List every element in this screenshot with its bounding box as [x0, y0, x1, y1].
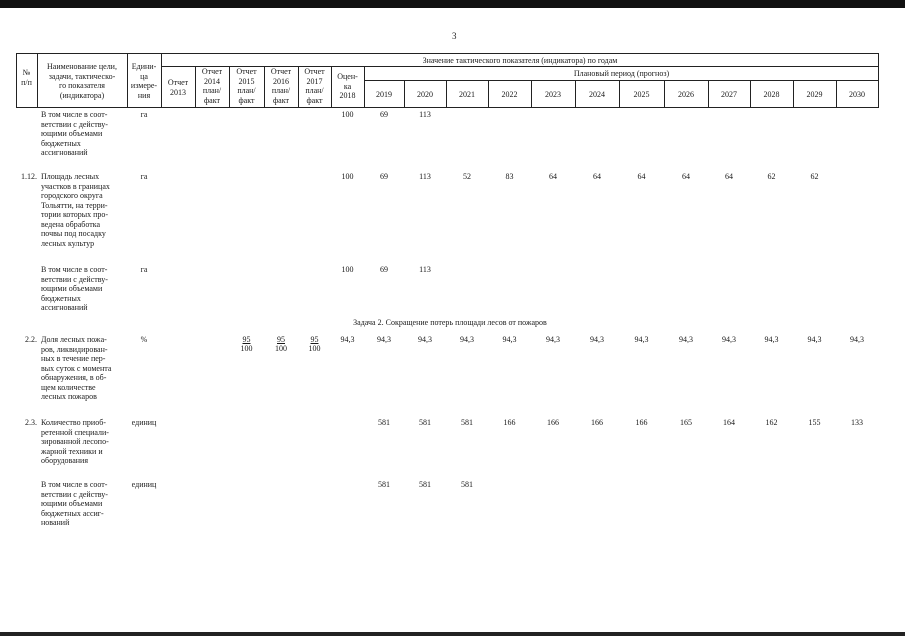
row-plan-value: 95 [310, 335, 319, 344]
row-number: 2.2. [25, 335, 37, 344]
row-fact-value: 100 [275, 344, 287, 353]
header-otchet-2015: Отчет 2015 план/ факт [236, 67, 257, 105]
header-otchet-2013: Отчет 2013 [167, 78, 189, 97]
row-plan-value: 95 [242, 335, 251, 344]
header-year-2024: 2024 [589, 90, 605, 99]
scan-bottom-edge [0, 632, 905, 636]
header-unit: Едини- ца измере- ния [130, 62, 158, 100]
row-unit: % [140, 335, 148, 344]
row-year-value: 64 [549, 172, 557, 181]
row-unit: га [140, 265, 148, 274]
row-year-value: 64 [593, 172, 601, 181]
row-year-value: 581 [378, 480, 390, 489]
row-year-value: 94,3 [418, 335, 432, 344]
row-year-value: 94,3 [764, 335, 779, 344]
header-year-2026: 2026 [678, 90, 694, 99]
header-year-2021: 2021 [459, 90, 475, 99]
header-year-2030: 2030 [849, 90, 865, 99]
row-name: Количество приоб- ретенной специали- зированной лесопо- жарной техники и оборудования [41, 418, 109, 465]
row-number: 1.12. [21, 172, 37, 181]
header-otchet-2014: Отчет 2014 план/ факт [201, 67, 223, 105]
row-year-value: 162 [765, 418, 778, 427]
row-year-value: 62 [810, 172, 819, 181]
header-year-2029: 2029 [806, 90, 823, 99]
row-year-value: 113 [419, 110, 431, 119]
row-fact-value: 100 [308, 344, 321, 353]
row-estimate-2018: 100 [341, 110, 354, 119]
row-year-value: 94,3 [502, 335, 517, 344]
row-year-value: 83 [505, 172, 514, 181]
row-year-value: 94,3 [679, 335, 693, 344]
row-year-value: 581 [378, 418, 390, 427]
row-name: В том числе в соот- ветствии с действу- ющими объемами бюджетных ассиг- нований [41, 480, 108, 527]
header-group-title: Значение тактического показателя (индикатора) по годам [422, 56, 618, 65]
row-year-value: 64 [637, 172, 646, 181]
row-year-value: 64 [682, 172, 690, 181]
row-estimate-2018: 94,3 [340, 335, 355, 344]
row-year-value: 581 [419, 418, 431, 427]
row-fact-value: 100 [240, 344, 253, 353]
row-year-value: 69 [380, 172, 388, 181]
header-top-border [16, 53, 879, 54]
row-year-value: 94,3 [722, 335, 736, 344]
row-name: В том числе в соот- ветствии с действу- ющими объемами бюджетных ассигнований [41, 265, 108, 312]
header-year-2027: 2027 [721, 90, 737, 99]
row-name: Площадь лесных участков в границах городского округа Тольятти, на терри- тории которых про- ведена обработка почвы под посадку лесных культур [41, 172, 110, 248]
row-name: В том числе в соот- ветствии с действу- ющими объемами бюджетных ассигнований [41, 110, 108, 157]
row-year-value: 94,3 [546, 335, 560, 344]
row-unit: единиц [131, 480, 157, 489]
row-year-value: 94,3 [590, 335, 604, 344]
header-ocenka-2018: Оцен- ка 2018 [337, 72, 358, 100]
row-year-value: 62 [767, 172, 776, 181]
task-2-title: Задача 2. Сокращение потерь площади лесов от пожаров [353, 318, 547, 327]
row-year-value: 94,3 [460, 335, 474, 344]
row-number: 2.3. [25, 418, 37, 427]
row-year-value: 166 [635, 418, 648, 427]
row-year-value: 165 [680, 418, 692, 427]
row-year-value: 94,3 [807, 335, 822, 344]
header-otchet-2017: Отчет 2017 план/ факт [304, 67, 325, 105]
row-year-value: 69 [380, 265, 388, 274]
row-year-value: 133 [851, 418, 863, 427]
header-name: Наименование цели, задачи, тактическо- го показателя (индикатора) [47, 62, 117, 100]
row-year-value: 94,3 [377, 335, 391, 344]
header-otchet-2016: Отчет 2016 план/ факт [270, 67, 292, 105]
row-plan-value: 95 [277, 335, 285, 344]
page-number: 3 [452, 31, 457, 41]
header-num: № п/п [21, 68, 32, 87]
row-year-value: 581 [461, 480, 473, 489]
row-year-value: 69 [380, 110, 388, 119]
row-year-value: 166 [503, 418, 516, 427]
row-year-value: 113 [419, 265, 431, 274]
row-year-value: 164 [723, 418, 735, 427]
row-year-value: 113 [419, 172, 431, 181]
header-bottom-border [16, 107, 879, 108]
row-year-value: 581 [461, 418, 473, 427]
header-year-2023: 2023 [545, 90, 561, 99]
row-year-value: 64 [725, 172, 733, 181]
header-plan-line [364, 80, 879, 81]
header-plan-title: Плановый период (прогноз) [573, 69, 670, 78]
row-year-value: 166 [547, 418, 559, 427]
header-year-2028: 2028 [763, 90, 780, 99]
header-year-2020: 2020 [417, 90, 433, 99]
row-year-value: 581 [419, 480, 431, 489]
row-unit: га [140, 110, 148, 119]
header-year-2022: 2022 [501, 90, 518, 99]
row-year-value: 155 [808, 418, 821, 427]
row-year-value: 166 [591, 418, 603, 427]
row-name: Доля лесных пожа- ров, ликвидирован- ных в течение пер- вых суток с момента обнаружения, в об- щем количестве лесных пожаров [41, 335, 112, 401]
header-year-2025: 2025 [633, 90, 650, 99]
row-unit: единиц [131, 418, 157, 427]
scan-top-edge [0, 0, 905, 8]
row-estimate-2018: 100 [341, 172, 354, 181]
row-year-value: 94,3 [634, 335, 649, 344]
row-estimate-2018: 100 [341, 265, 354, 274]
row-year-value: 52 [463, 172, 471, 181]
row-year-value: 94,3 [850, 335, 864, 344]
header-year-2019: 2019 [376, 90, 392, 99]
row-unit: га [140, 172, 148, 181]
